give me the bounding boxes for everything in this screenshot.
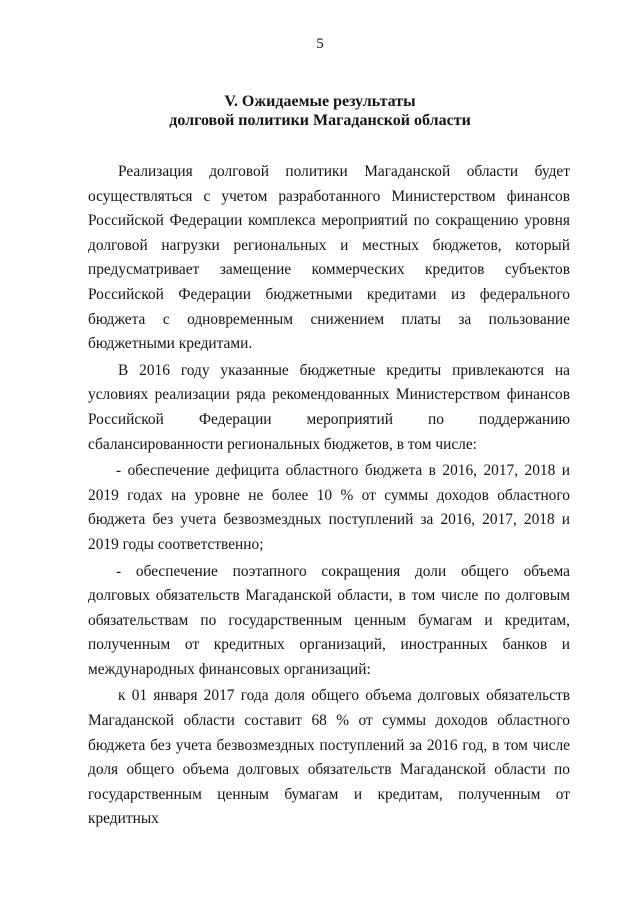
bullet-debt-reduction: - обеспечение поэтапного сокращения доли общего объема долговых обязательств Магаданской области, в том числе по долговым обязательствам по государственным ценным бумагам и кредитам, полученным от кредитных организаций, иностранных банков и международных финансовых организаций:	[88, 562, 570, 678]
paragraph-2017-share: к 01 января 2017 года доля общего объема долговых обязательств Магаданской области составит 68 % от суммы доходов областного бюджета без учета безвозмездных поступлений за 2016 год, в том числе доля общего объема долговых обязательств Магаданской области по государственным ценным бумагам и кредитам, полученным от кредитных	[88, 687, 570, 828]
document-body	[88, 160, 570, 834]
paragraph-intro: Реализация долговой политики Магаданской области будет осуществляться с учетом разработанного Министерством финансов Российской Федерации комплекса мероприятий по сокращению уровня долговой нагрузки региональных и местных бюджетов, который предусматривает замещение коммерческих кредитов субъектов Российской Федерации бюджетными кредитами из федерального бюджета с одновременным снижением платы за пользование бюджетными кредитами.	[88, 163, 570, 353]
page-number: 5	[316, 36, 324, 52]
section-heading	[0, 92, 640, 130]
paragraph-2016-credits: В 2016 году указанные бюджетные кредиты привлекаются на условиях реализации ряда рекомендованных Министерством финансов Российской Федерации мероприятий по поддержанию сбалансированности региональных бюджетов, в том числе:	[88, 361, 570, 453]
bullet-deficit: - обеспечение дефицита областного бюджета в 2016, 2017, 2018 и 2019 годах на уровне не более 10 % от суммы доходов областного бюджета без учета безвозмездных поступлений за 2016, 2017, 2018 и 2019 годы соответственно;	[88, 462, 570, 553]
section-heading-line-2: долговой политики Магаданской области	[169, 112, 471, 129]
section-heading-line-1: V. Ожидаемые результаты	[224, 93, 416, 110]
